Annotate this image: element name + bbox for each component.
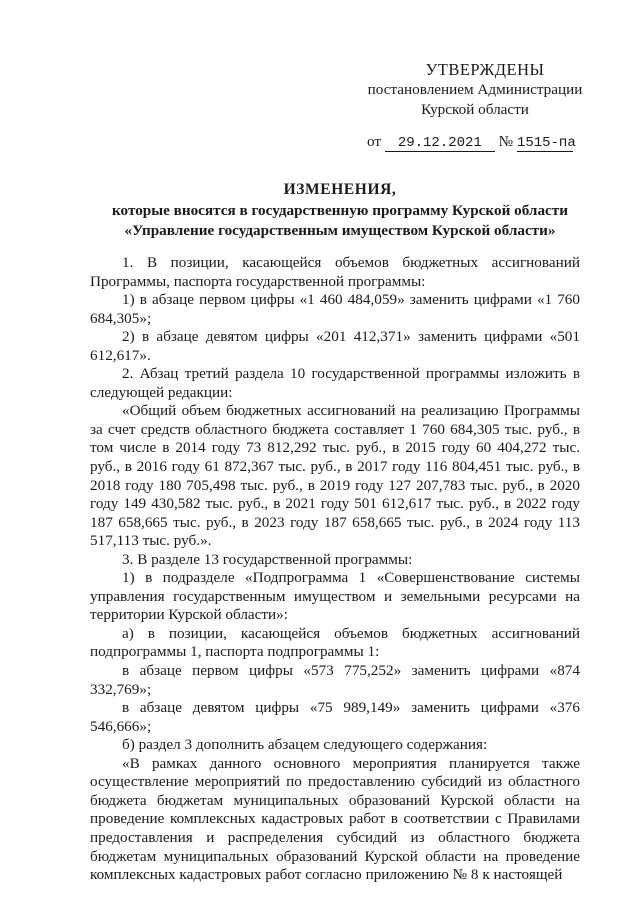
approval-line-1: постановлением Администрации	[367, 81, 583, 98]
decree-number: 1515-па	[516, 135, 576, 151]
approval-line-2: Курской области	[421, 101, 529, 118]
title-sub-1: которые вносятся в государственную программу Курской области	[112, 201, 568, 219]
paragraph-3-1b: б) раздел 3 дополнить абзацем следующего содержания:	[122, 736, 488, 754]
paragraph-3-1: 1) в подразделе «Подпрограмма 1 «Совершенствование системы управления государственным имуществом и земельными ресурсами на территории Курской области»:	[90, 569, 580, 624]
decree-date: 29.12.2021	[385, 135, 495, 152]
paragraph-2-quote: «Общий объем бюджетных ассигнований на реализацию Программы за счет средств областного бюджета составляет 1 760 684,305 тыс. руб., в том числе в 2014 году 73 812,292 тыс. руб., в 2015 году 60 404,272 тыс. руб., в 2016 году 61 872,367 тыс. руб., в 2017 году 116 804,451 тыс. руб., в 2018 году 180 705,498 тыс. руб., в 2019 году 127 207,783 тыс. руб., в 2020 году 149 430,582 тыс. руб., в 2021 году 501 612,617 тыс. руб., в 2022 году 187 658,665 тыс. руб., в 2023 году 187 658,665 тыс. руб., в 2024 году 113 517,113 тыс. руб.».	[90, 402, 580, 550]
paragraph-3-1a-1: в абзаце первом цифры «573 775,252» заменить цифрами «874 332,769»;	[90, 662, 580, 698]
title-sub-2: «Управление государственным имуществом Курской области»	[124, 222, 556, 239]
number-prefix: №	[498, 133, 514, 150]
document-body	[90, 254, 580, 885]
paragraph-3-1a-2: в абзаце девятом цифры «75 989,149» заменить цифрами «376 546,666»;	[90, 699, 580, 735]
document-title	[90, 180, 590, 242]
date-prefix: от	[367, 133, 382, 150]
approval-heading: УТВЕРЖДЕНЫ	[425, 60, 545, 79]
paragraph-1-1: 1) в абзаце первом цифры «1 460 484,059» заменить цифрами «1 760 684,305»;	[90, 291, 580, 327]
approval-stamp	[360, 60, 590, 120]
paragraph-3-1b-quote: «В рамках данного основного мероприятия планируется также осуществление мероприятий по предоставлению субсидий из областного бюджета бюджетам муниципальных образований Курской области на проведение комплексных кадастровых работ в соответствии с Правилами предоставления и распределения субсидий из областного бюджета бюджетам муниципальных образований Курской области на проведение комплексных кадастровых работ согласно приложению № 8 к настоящей	[90, 754, 580, 884]
title-main: ИЗМЕНЕНИЯ,	[283, 181, 397, 198]
paragraph-2: 2. Абзац третий раздела 10 государственной программы изложить в следующей редакции:	[90, 365, 580, 401]
paragraph-3-1a: а) в позиции, касающейся объемов бюджетных ассигнований подпрограммы 1, паспорта подпрограммы 1:	[90, 624, 580, 661]
paragraph-3: 3. В разделе 13 государственной программы:	[122, 550, 413, 568]
decree-date-number	[367, 132, 587, 152]
paragraph-1: 1. В позиции, касающейся объемов бюджетных ассигнований Программы, паспорта государственной программы:	[90, 254, 580, 290]
paragraph-1-2: 2) в абзаце девятом цифры «201 412,371» заменить цифрами «501 612,617».	[90, 328, 580, 364]
